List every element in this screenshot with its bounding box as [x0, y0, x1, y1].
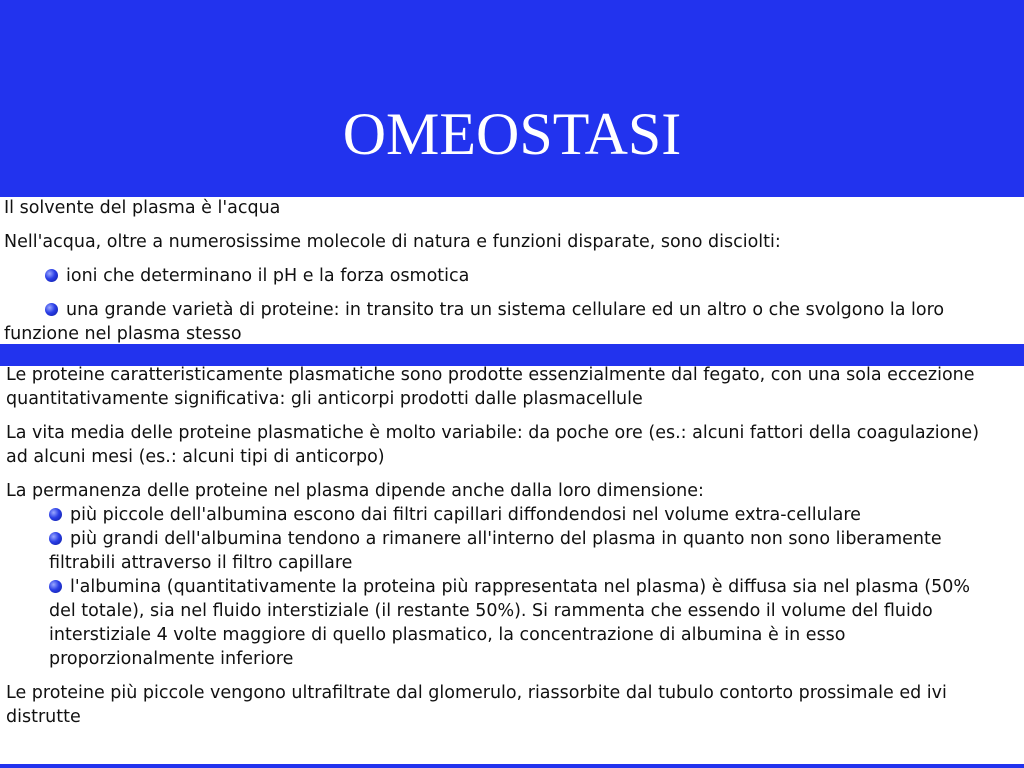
bullet-icon: [49, 508, 62, 521]
paragraph-solvent: Il solvente del plasma è l'acqua: [4, 198, 281, 218]
bullet-icon: [49, 580, 62, 593]
text-panel-top: [0, 197, 1024, 344]
bullet-text-continued: interstiziale 4 volte maggiore di quello plasmatico, la concentrazione di albumina è in esso: [49, 625, 846, 645]
bullet-text: una grande varietà di proteine: in transito tra un sistema cellulare ed un altro o che svolgono la loro: [66, 300, 945, 320]
paragraph-glomerulus: [6, 681, 1018, 729]
bullet-text: più grandi dell'albumina tendono a rimanere all'interno del plasma in quanto non sono liberamente: [70, 529, 942, 549]
bullet-text-continued: filtrabili attraverso il filtro capillare: [49, 553, 353, 573]
bullet-icon: [49, 532, 62, 545]
paragraph-line: distrutte: [6, 707, 81, 727]
bullet-icon: [45, 303, 58, 316]
bullet-text: ioni che determinano il pH e la forza osmotica: [66, 266, 470, 286]
paragraph-half-life: [6, 421, 1018, 469]
bullet-text: più piccole dell'albumina escono dai filtri capillari diffondendosi nel volume extra-cellulare: [70, 505, 861, 525]
paragraph-line: quantitativamente significativa: gli anticorpi prodotti dalle plasmacellule: [6, 389, 643, 409]
bullet-text: l'albumina (quantitativamente la proteina più rappresentata nel plasma) è diffusa sia nel plasma (50%: [70, 577, 971, 597]
slide-title: OMEOSTASI: [342, 101, 682, 167]
bullet-item-proteins: [4, 298, 1018, 346]
paragraph-line: ad alcuni mesi (es.: alcuni tipi di anticorpo): [6, 447, 385, 467]
paragraph-line: Le proteine caratteristicamente plasmatiche sono prodotte essenzialmente dal fegato, con una sola eccezione: [6, 365, 975, 385]
paragraph-liver: [6, 363, 1018, 411]
bullet-item-albumin: [6, 575, 1018, 671]
paragraph-line: La vita media delle proteine plasmatiche è molto variabile: da poche ore (es.: alcuni fattori della coagulazione): [6, 423, 980, 443]
bullet-text-continued: del totale), sia nel fluido interstiziale (il restante 50%). Si rammenta che essendo il volume del fluido: [49, 601, 933, 621]
paragraph-size: La permanenza delle proteine nel plasma dipende anche dalla loro dimensione:: [6, 481, 704, 501]
bullet-icon: [45, 269, 58, 282]
bullet-item-ions: [4, 264, 1018, 288]
bullet-text-continued: proporzionalmente inferiore: [49, 649, 294, 669]
paragraph-line: Le proteine più piccole vengono ultrafiltrate dal glomerulo, riassorbite dal tubulo contorto prossimale ed ivi: [6, 683, 947, 703]
bullet-text-continued: funzione nel plasma stesso: [4, 324, 242, 344]
bullet-item-smaller: [6, 503, 1018, 527]
bullet-item-larger: [6, 527, 1018, 575]
paragraph-dissolved: Nell'acqua, oltre a numerosissime molecole di natura e funzioni disparate, sono disciolti:: [4, 232, 781, 252]
text-panel-bottom: [0, 366, 1024, 764]
